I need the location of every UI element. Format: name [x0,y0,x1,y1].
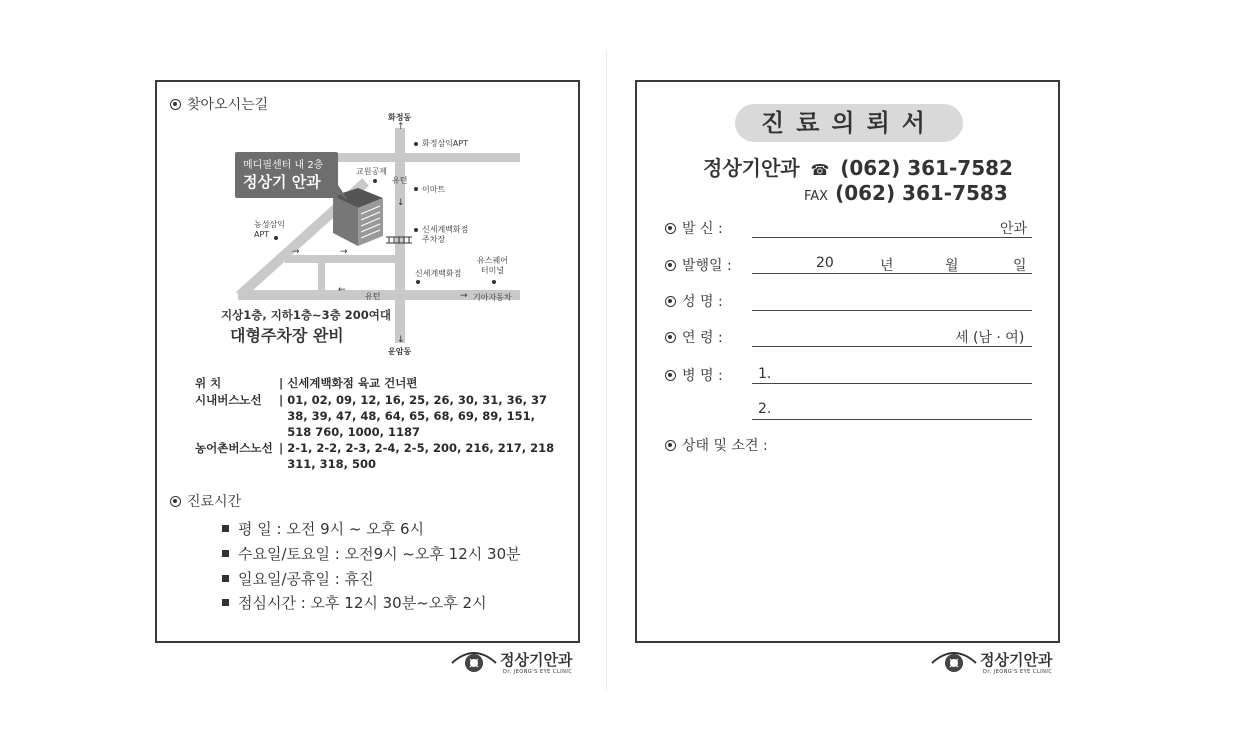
label-unam-dong: 운암동 [388,347,412,356]
parking-info: 지상1층, 지하1층~3층 200여대 [221,308,392,322]
disease-1-label: 1. [758,366,772,382]
age-row [665,327,723,347]
hours-sunday [222,568,374,589]
bullet-icon [665,440,676,451]
label-teacher-union: 교원공제 [356,167,387,176]
square-bullet-icon [222,525,229,532]
poi-dot [373,179,377,183]
callout-clinic: 정상기 안과 [243,173,321,191]
parking-highlight: 대형주차장 완비 [230,326,344,345]
road-connector [318,255,325,295]
disease-row [665,365,723,385]
square-bullet-icon [222,550,229,557]
clinic-name: 정상기안과 [703,156,800,180]
directions-title: 찾아오시는길 [187,97,269,113]
logo-sub-left: Dr. JEONG'S EYE CLINIC [503,669,573,675]
hours-wed-sat-text: 수요일/토요일 : 오전9시 ~오후 12시 30분 [238,545,521,563]
hours-lunch [222,592,487,613]
hours-weekday-text: 평 일 : 오전 9시 ~ 오후 6시 [238,520,425,538]
phone-icon: ☎ [810,161,830,179]
poi-dot [492,280,496,284]
sender-row [665,218,723,238]
disease-2-field[interactable] [752,419,1032,420]
overpass-icon [386,236,412,244]
hours-title: 진료시간 [187,494,242,510]
city-bus-row: 시내버스노선 | 01, 02, 09, 12, 16, 25, 26, 30, 31, 36, 37 38, 39, 47, 48, 64, 65, 68, 69, 89, 151, 518 760, 1000, 1187 [195,392,555,440]
label-hwajeong-dong: 화정동 [388,113,412,122]
age-label: 연 령 : [682,330,723,346]
city-bus-value: 01, 02, 09, 12, 16, 25, 26, 30, 31, 36, 37 38, 39, 47, 48, 64, 65, 68, 69, 89, 151, 518 760, 1000, 1187 [287,393,547,439]
label-nongseong-apt: 농성삼익 APT [254,220,285,239]
rural-bus-label: 농어촌버스노선 [195,441,273,455]
sender-suffix: 안과 [1000,221,1028,237]
logo-sub-right: Dr. JEONG'S EYE CLINIC [983,669,1053,675]
hours-wed-sat [222,543,521,564]
label-kia: 기아자동차 [473,293,512,302]
label-uturn-bottom: 유턴 [365,292,381,301]
label-emart: 이마트 [422,185,446,194]
findings-area[interactable] [665,460,1035,630]
logo-name-right: 정상기안과 [980,651,1053,669]
fax-number: (062) 361-7583 [835,181,1008,205]
logo-eye-icon [450,647,498,675]
hours-weekday [222,518,424,539]
date-month-unit: 월 [945,258,959,274]
bullet-icon [665,332,676,343]
form-title: 진료의뢰서 [735,104,963,142]
label-shinsegae-parking: 신세계백화점 주차장 [422,225,469,244]
bullet-icon [665,260,676,271]
name-field[interactable] [752,310,1032,311]
page-fold [606,50,607,690]
date-day-unit: 일 [1013,258,1027,274]
sender-field[interactable] [752,237,1032,238]
phone-number: (062) 361-7582 [840,156,1013,180]
hours-heading [170,491,241,511]
location-value: 신세계백화점 육교 건너편 [287,376,418,390]
logo-name-left: 정상기안과 [500,651,573,669]
arrow-up-icon: ↑ [397,122,405,132]
poi-dot [274,236,278,240]
phone-line [703,152,1013,181]
location-label: 위 치 [195,376,222,390]
bullet-icon [170,496,181,507]
square-bullet-icon [222,599,229,606]
date-row [665,255,732,275]
label-shinsegae-store: 신세계백화점 [415,269,462,278]
bullet-icon [170,99,181,110]
poi-dot [414,142,418,146]
label-hwajeong-apt: 화정삼익APT [422,139,469,148]
name-label: 성 명 : [682,294,723,310]
findings-label: 상태 및 소견 : [682,438,768,454]
bullet-icon [665,296,676,307]
location-row: 위 치 | 신세계백화점 육교 건너편 [195,376,418,390]
disease-2-label: 2. [758,401,772,417]
arrow-left-icon: ← [338,285,346,295]
rural-bus-value: 2-1, 2-2, 2-3, 2-4, 2-5, 200, 216, 217, 218 311, 318, 500 [287,441,555,471]
poi-dot [414,228,418,232]
callout-pointer [320,182,350,202]
arrow-right-icon: → [460,291,468,301]
callout-floor: 메디필센터 내 2층 [243,160,324,171]
arrow-down-icon: ↓ [397,335,405,345]
date-label: 발행일 : [682,258,732,274]
sender-label: 발 신 : [682,221,723,237]
name-row [665,291,723,311]
label-square-terminal: 유스퀘어 터미널 [477,256,508,275]
arrow-right-icon: → [292,247,300,257]
poi-dot [414,187,418,191]
poi-dot [416,280,420,284]
square-bullet-icon [222,575,229,582]
logo-eye-icon [930,647,978,675]
date-year-unit: 년 [880,258,894,274]
arrow-down-icon: ↓ [397,198,405,208]
rural-bus-row: 농어촌버스노선 | 2-1, 2-2, 2-3, 2-4, 2-5, 200, 216, 217, 218 311, 318, 500 [195,441,555,471]
arrow-right-icon: → [340,247,348,257]
city-bus-label: 시내버스노선 [195,393,262,407]
hours-sunday-text: 일요일/공휴일 : 휴진 [238,570,374,588]
date-year: 20 [816,255,834,271]
bullet-icon [665,370,676,381]
hours-lunch-text: 점심시간 : 오후 12시 30분~오후 2시 [238,594,487,612]
disease-label: 병 명 : [682,368,723,384]
label-uturn-top: 유턴 [392,176,408,185]
fax-label: FAX [804,189,829,204]
findings-row [665,435,768,455]
fax-line [804,181,1008,205]
bullet-icon [665,223,676,234]
age-suffix: 세 (남 · 여) [955,330,1025,346]
disease-1-field[interactable] [752,383,1032,384]
